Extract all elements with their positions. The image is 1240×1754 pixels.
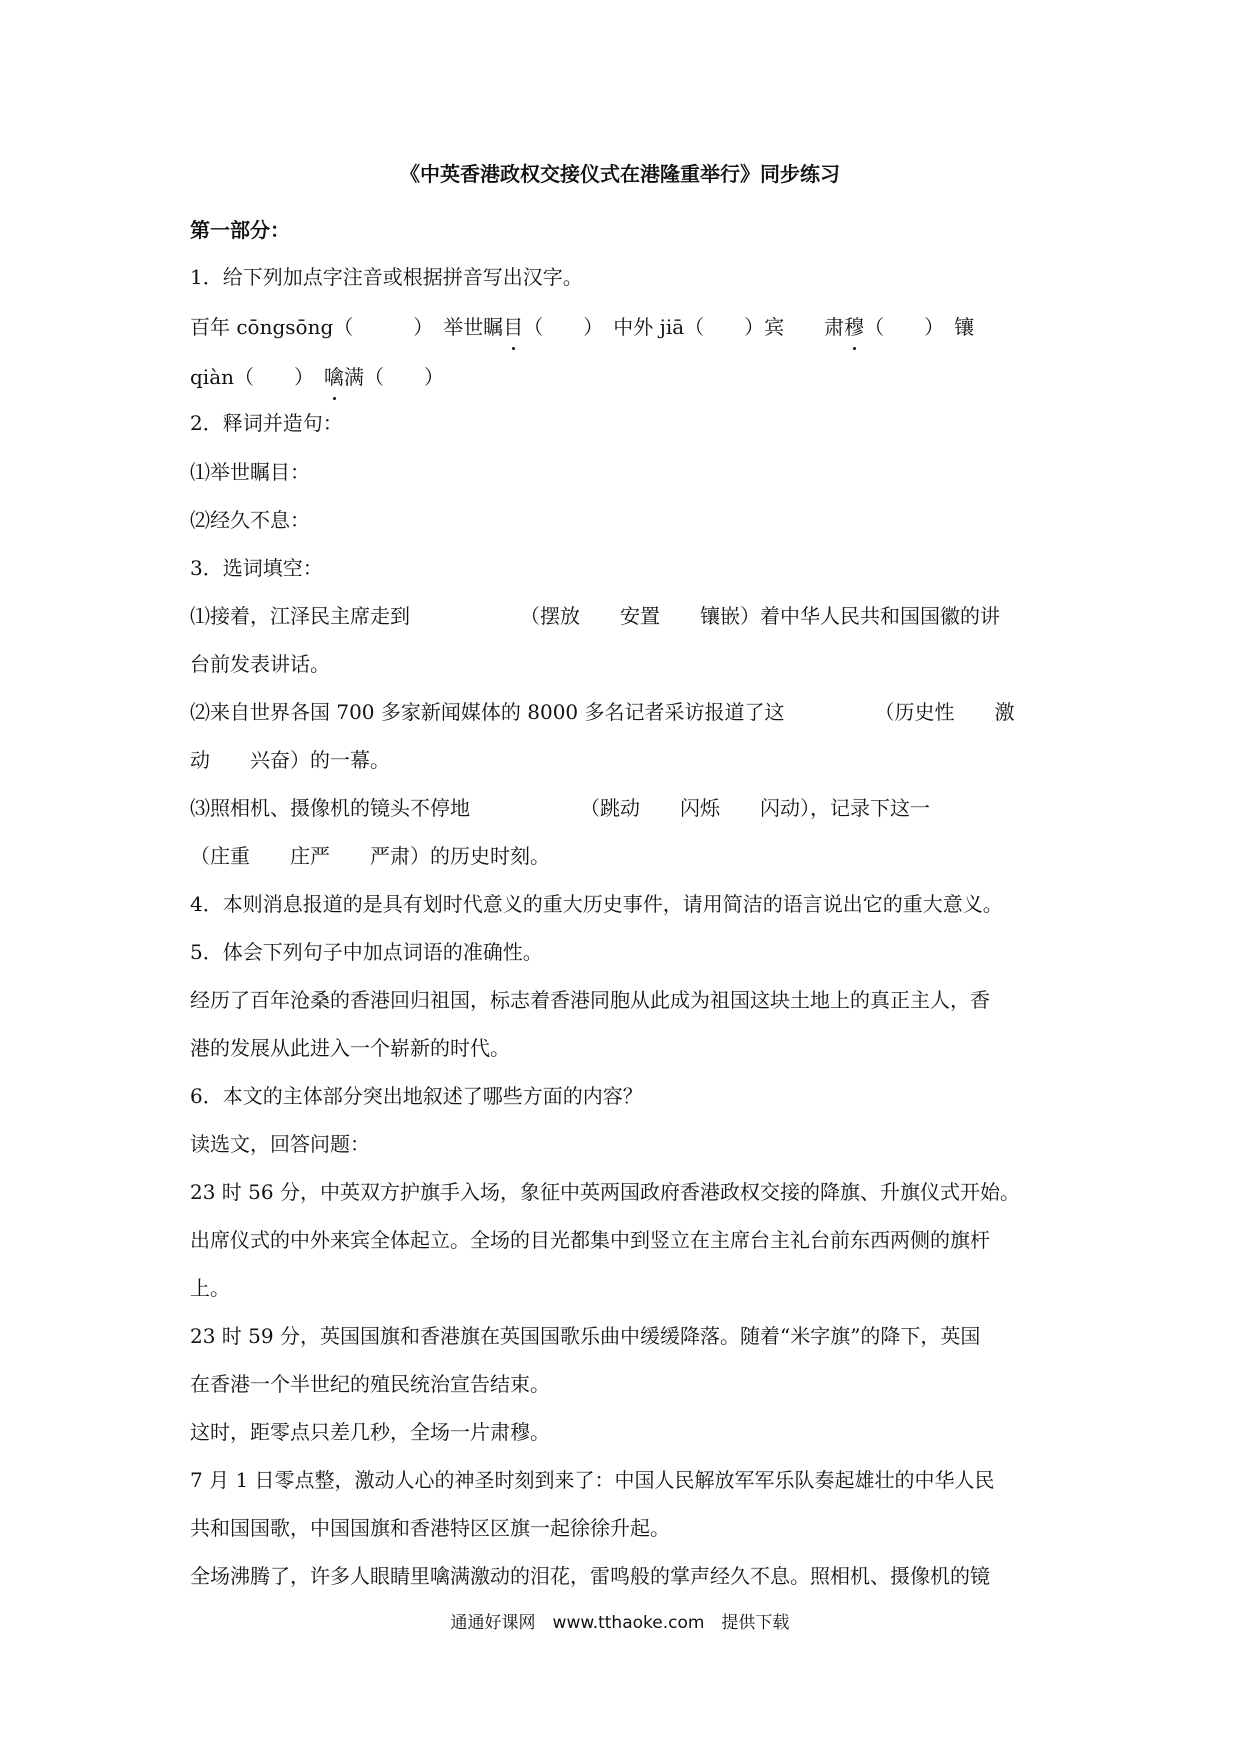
question-5-text-cont: 港的发展从此进入一个崭新的时代。 <box>190 1036 510 1060</box>
question-3-item-1-cont: 台前发表讲话。 <box>190 652 330 676</box>
question-2-item-1: ⑴举世瞩目： <box>190 460 310 484</box>
question-4: 4．本则消息报道的是具有划时代意义的重大历史事件，请用简洁的语言说出它的重大意义。 <box>190 892 1003 916</box>
question-1: 1．给下列加点字注音或根据拼音写出汉字。 <box>190 265 583 289</box>
passage-paragraph-2: 23 时 59 分，英国国旗和香港旗在英国国歌乐曲中缓缓降落。随着“米字旗”的降下，英国 <box>190 1324 981 1348</box>
section-heading: 第一部分： <box>190 218 290 242</box>
question-3-item-3-cont: （庄重 庄严 严肃）的历史时刻。 <box>190 844 550 868</box>
passage-paragraph-3: 这时，距零点只差几秒，全场一片肃穆。 <box>190 1420 550 1444</box>
question-1-line-2 <box>190 352 1056 402</box>
question-3-item-2: ⑵来自世界各国 700 多家新闻媒体的 8000 多名记者采访报道了这 （历史性 激 <box>190 700 1015 724</box>
passage-paragraph-5: 全场沸腾了，许多人眼睛里噙满激动的泪花，雷鸣般的掌声经久不息。照相机、摄像机的镜 <box>190 1564 990 1588</box>
page-footer: 通通好课网 www.tthaoke.com 提供下载 <box>450 1613 790 1633</box>
question-3-item-2-cont: 动 兴奋）的一幕。 <box>190 748 390 772</box>
dotted-character: 目 <box>503 302 523 352</box>
question-2: 2．释词并造句： <box>190 411 343 435</box>
question-3: 3．选词填空： <box>190 556 323 580</box>
passage-paragraph-4: 7 月 1 日零点整，激动人心的神圣时刻到来了：中国人民解放军军乐队奏起雄壮的中华人民 <box>190 1468 995 1492</box>
text-segment: （ ） 中外 jiā（ ）宾 肃 <box>523 315 845 339</box>
text-segment: 满（ ） <box>344 365 445 389</box>
question-5: 5．体会下列句子中加点词语的准确性。 <box>190 940 543 964</box>
text-segment: （ ） 镶 <box>864 315 975 339</box>
passage-paragraph-1-end: 上。 <box>190 1276 230 1300</box>
question-2-item-2: ⑵经久不息： <box>190 508 310 532</box>
passage-paragraph-1: 23 时 56 分，中英双方护旗手入场，象征中英两国政府香港政权交接的降旗、升旗仪式开始。 <box>190 1180 1020 1204</box>
page-title: 《中英香港政权交接仪式在港隆重举行》同步练习 <box>400 162 840 186</box>
question-3-item-3: ⑶照相机、摄像机的镜头不停地 （跳动 闪烁 闪动），记录下这一 <box>190 796 930 820</box>
text-segment: 百年 cōngsōng（ ） 举世瞩 <box>190 315 504 339</box>
question-6: 6．本文的主体部分突出地叙述了哪些方面的内容？ <box>190 1084 643 1108</box>
passage-paragraph-1-cont: 出席仪式的中外来宾全体起立。全场的目光都集中到竖立在主席台主礼台前东西两侧的旗杆 <box>190 1228 990 1252</box>
question-3-item-1: ⑴接着，江泽民主席走到 （摆放 安置 镶嵌）着中华人民共和国国徽的讲 <box>190 604 1000 628</box>
text-segment: qiàn（ ） <box>190 365 325 389</box>
reading-instruction: 读选文，回答问题： <box>190 1132 370 1156</box>
dotted-character: 噙 <box>324 352 344 402</box>
question-1-line-1 <box>190 302 1056 352</box>
passage-paragraph-2-cont: 在香港一个半世纪的殖民统治宣告结束。 <box>190 1372 550 1396</box>
document-body <box>190 252 1056 1600</box>
passage-paragraph-4-cont: 共和国国歌，中国国旗和香港特区区旗一起徐徐升起。 <box>190 1516 670 1540</box>
question-5-text: 经历了百年沧桑的香港回归祖国，标志着香港同胞从此成为祖国这块土地上的真正主人，香 <box>190 988 990 1012</box>
dotted-character: 穆 <box>844 302 864 352</box>
